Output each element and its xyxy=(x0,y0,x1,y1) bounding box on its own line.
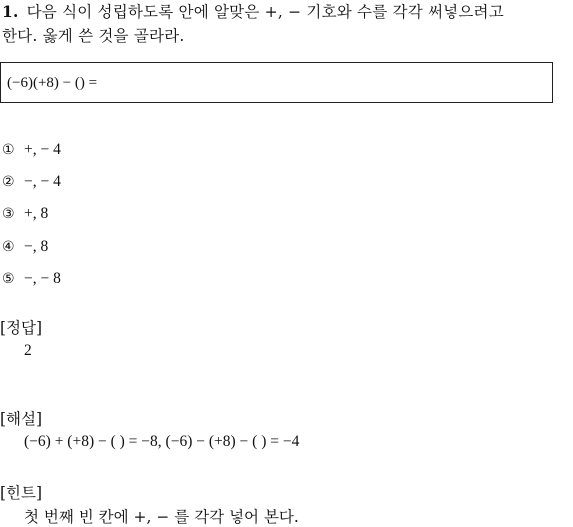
expression-text: (−6)(+8) − () = xyxy=(7,75,98,91)
choice-mark: ③ xyxy=(2,206,15,222)
choice-item-4[interactable] xyxy=(2,238,48,256)
explanation-label: [해설] xyxy=(0,410,43,428)
choice-item-5[interactable] xyxy=(2,270,61,288)
choice-mark: ④ xyxy=(2,239,15,255)
explanation-text: (−6) + (+8) − ( ) = −8, (−6) − (+8) − ( ) = −4 xyxy=(24,433,300,450)
choice-item-1[interactable] xyxy=(2,141,61,159)
question-text-line1: 다음 식이 성립하도록 안에 알맞은 +, − 기호와 수를 각각 써넣으려고 xyxy=(26,3,504,21)
choice-text: −, − 4 xyxy=(24,173,61,190)
choice-mark: ⑤ xyxy=(2,271,15,287)
choice-text: −, − 8 xyxy=(24,270,61,287)
hint-text: 첫 번째 빈 칸에 +, − 를 각각 넣어 본다. xyxy=(24,508,299,526)
choice-item-3[interactable] xyxy=(2,205,48,223)
choice-text: +, − 4 xyxy=(24,141,61,158)
choice-item-2[interactable] xyxy=(2,173,61,191)
expression-box xyxy=(0,62,553,103)
hint-label: [힌트] xyxy=(0,484,43,502)
choice-mark: ① xyxy=(2,142,15,158)
choice-text: −, 8 xyxy=(24,238,49,255)
question-line-2: 한다. 옳게 쓴 것을 골라라. xyxy=(2,27,185,45)
question-line-1 xyxy=(2,0,504,22)
answer-label: [정답] xyxy=(0,319,43,337)
choice-mark: ② xyxy=(2,174,15,190)
choice-text: +, 8 xyxy=(24,205,49,222)
answer-value: 2 xyxy=(24,342,32,359)
question-number: 1. xyxy=(2,2,19,21)
